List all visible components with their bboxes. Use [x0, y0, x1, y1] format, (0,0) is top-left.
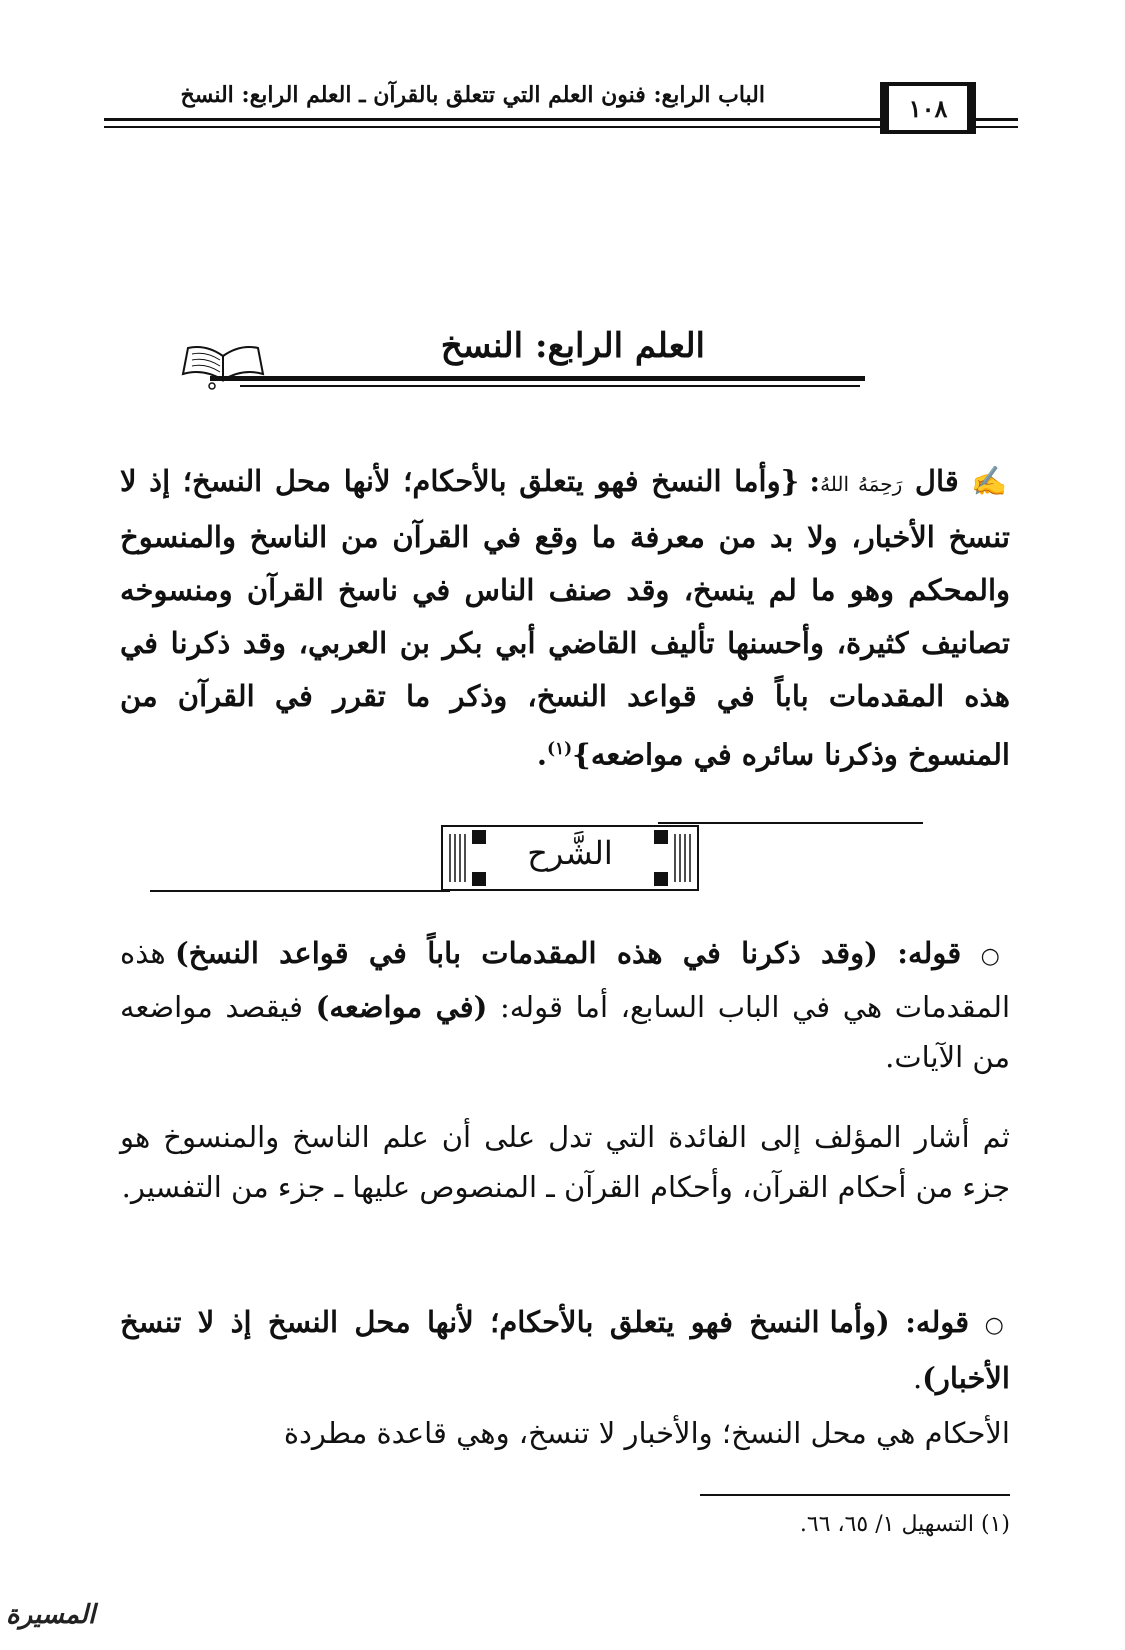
quote: (وقد ذكرنا في هذه المقدمات باباً في قواعد النسخ)	[174, 936, 878, 970]
matn-paragraph	[120, 455, 1010, 782]
commentary-paragraph-1	[120, 928, 1010, 1082]
sharh-rule-left	[150, 890, 450, 892]
commentary-paragraph-4	[120, 1408, 1010, 1458]
header-rule-right-bottom	[976, 126, 1018, 128]
sharh-label: الشَّرح	[527, 834, 613, 872]
footnote-rule	[700, 1494, 1010, 1496]
header-rule-right-top	[976, 118, 1018, 121]
footnote: (١) التسهيل ١/ ٦٥، ٦٦.	[799, 1512, 1010, 1537]
matn-intro: قال	[914, 464, 959, 498]
open-book-icon	[178, 340, 268, 390]
matn-honorific: رَحِمَهُ اللهُ	[820, 472, 903, 496]
pen-hand-icon: ✍	[971, 464, 1010, 498]
footnote-ref: (١)	[546, 739, 573, 759]
page-number: ١٠٨	[880, 82, 976, 134]
qawluh-lead: قوله:	[897, 936, 962, 970]
publisher-logo: المسيرة	[6, 1600, 96, 1630]
header-rule-top	[104, 118, 880, 121]
text: ثم أشار المؤلف إلى الفائدة التي تدل على أن علم الناسخ والمنسوخ هو جزء من أحكام القرآن، وأحكام القرآن ـ المنصوص عليها ـ جزء من التفسير.	[120, 1120, 1010, 1204]
text: الأحكام هي محل النسخ؛ والأخبار لا تنسخ، وهي قاعدة مطردة	[283, 1416, 1010, 1450]
bullet-circle-icon: ○	[984, 1313, 1011, 1338]
sharh-banner	[440, 820, 700, 896]
quote: (وأما النسخ فهو يتعلق بالأحكام؛ لأنها محل النسخ إذ لا تنسخ الأخبار)	[120, 1305, 1010, 1395]
text: فيقصد مواضعه من الآيات.	[120, 990, 1010, 1074]
header-rule-bottom	[104, 126, 880, 128]
bullet-circle-icon: ○	[980, 944, 1011, 969]
commentary-paragraph-3	[120, 1296, 1010, 1404]
matn-end: .	[536, 737, 547, 772]
chapter-title: العلم الرابع: النسخ	[440, 326, 705, 366]
text: .	[912, 1361, 923, 1395]
chapter-rule-thick	[210, 376, 865, 381]
chapter-rule-thin	[240, 385, 860, 387]
text: هذه المقدمات هي في الباب السابع، أما قوله:	[120, 936, 1011, 1024]
matn-body: : {وأما النسخ فهو يتعلق بالأحكام؛ لأنها محل النسخ؛ إذ لا تنسخ الأخبار، ولا بد من معرفة ما وقع في القرآن من الناسخ والمنسوخ والمحكم وهو ما لم ينسخ، وقد صنف الناس في ناسخ القرآن ومنسوخه تصانيف كثيرة، وأحسنها تأليف القاضي أبي بكر بن العربي، وقد ذكرنا في هذه المقدمات باباً في قواعد النسخ، وذكر ما تقرر في القرآن من المنسوخ وذكرنا سائره في مواضعه}	[120, 464, 1011, 772]
running-header-title: الباب الرابع: فنون العلم التي تتعلق بالقرآن ـ العلم الرابع: النسخ	[180, 82, 765, 108]
qawluh-lead: قوله:	[905, 1305, 970, 1339]
commentary-paragraph-2	[120, 1112, 1010, 1212]
quote: (في مواضعه)	[315, 990, 488, 1024]
